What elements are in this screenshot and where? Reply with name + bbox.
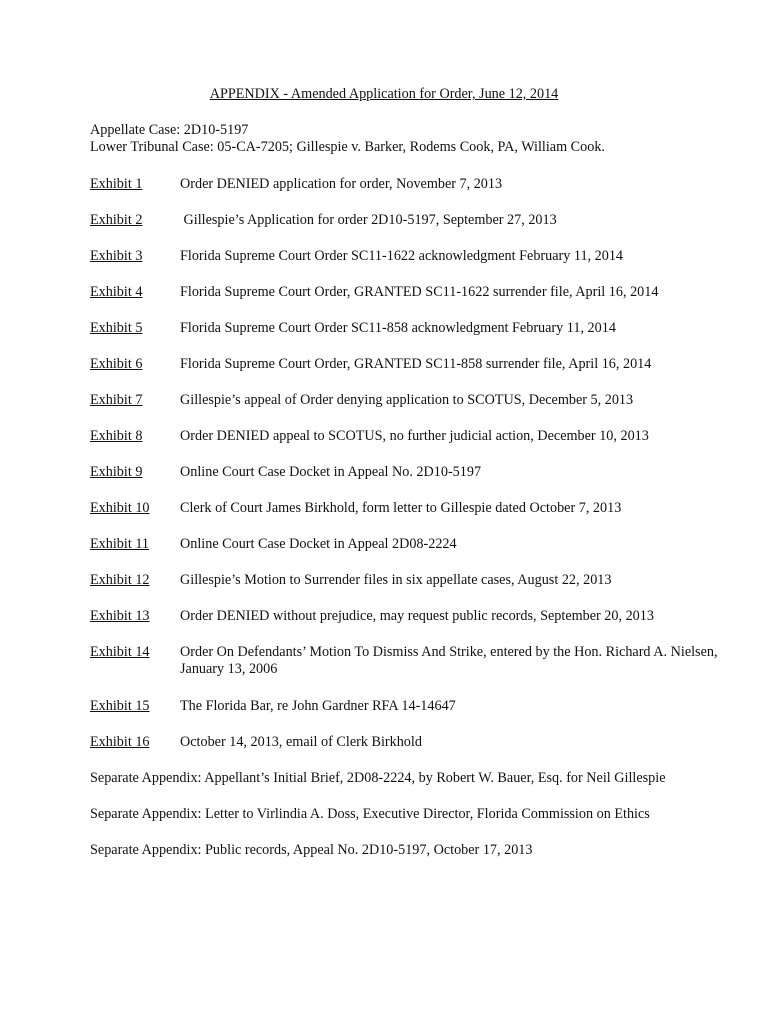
exhibit-label: Exhibit 5 — [90, 320, 143, 336]
exhibit-label: Exhibit 6 — [90, 356, 143, 372]
exhibit-description: Order DENIED appeal to SCOTUS, no further judicial action, December 10, 2013 — [180, 428, 649, 444]
exhibit-row — [90, 320, 730, 356]
exhibit-label: Exhibit 13 — [90, 608, 150, 624]
exhibit-label: Exhibit 12 — [90, 572, 150, 588]
exhibit-row — [90, 284, 730, 320]
exhibit-row — [90, 644, 730, 698]
separate-appendix: Separate Appendix: Letter to Virlindia A. Doss, Executive Director, Florida Commission on Ethics — [90, 806, 650, 822]
exhibit-description: Gillespie’s appeal of Order denying application to SCOTUS, December 5, 2013 — [180, 392, 634, 408]
exhibit-label: Exhibit 2 — [90, 212, 143, 228]
exhibit-row — [90, 428, 730, 464]
lower-tribunal-case: Lower Tribunal Case: 05-CA-7205; Gillespie v. Barker, Rodems Cook, PA, William Cook. — [90, 139, 605, 155]
exhibit-description: Online Court Case Docket in Appeal No. 2D10-5197 — [180, 464, 482, 480]
exhibit-label: Exhibit 9 — [90, 464, 143, 480]
case-info — [90, 122, 605, 156]
separate-appendix: Separate Appendix: Public records, Appeal No. 2D10-5197, October 17, 2013 — [90, 842, 533, 858]
exhibit-label: Exhibit 7 — [90, 392, 143, 408]
exhibit-description: Florida Supreme Court Order, GRANTED SC11-858 surrender file, April 16, 2014 — [180, 356, 652, 372]
exhibit-description: Florida Supreme Court Order SC11-858 acknowledgment February 11, 2014 — [180, 320, 616, 336]
exhibit-label: Exhibit 16 — [90, 734, 150, 750]
exhibit-row — [90, 572, 730, 608]
exhibit-description: Florida Supreme Court Order SC11-1622 acknowledgment February 11, 2014 — [180, 248, 624, 264]
exhibit-label: Exhibit 15 — [90, 698, 150, 714]
exhibit-row — [90, 464, 730, 500]
exhibit-row — [90, 698, 730, 734]
page-title: APPENDIX - Amended Application for Order, June 12, 2014 — [209, 86, 559, 102]
exhibit-description: The Florida Bar, re John Gardner RFA 14-14647 — [180, 698, 456, 714]
exhibit-description: Order DENIED without prejudice, may request public records, September 20, 2013 — [180, 608, 654, 624]
separate-appendix: Separate Appendix: Appellant’s Initial Brief, 2D08-2224, by Robert W. Bauer, Esq. for Neil Gillespie — [90, 770, 666, 786]
exhibit-description: Clerk of Court James Birkhold, form letter to Gillespie dated October 7, 2013 — [180, 500, 622, 516]
exhibit-label: Exhibit 4 — [90, 284, 143, 300]
exhibit-label: Exhibit 1 — [90, 176, 143, 192]
exhibit-description: Order DENIED application for order, November 7, 2013 — [180, 176, 503, 192]
exhibit-row — [90, 392, 730, 428]
exhibit-row — [90, 212, 730, 248]
exhibit-description: Gillespie’s Application for order 2D10-5197, September 27, 2013 — [180, 212, 557, 228]
exhibit-description: Gillespie’s Motion to Surrender files in six appellate cases, August 22, 2013 — [180, 572, 612, 588]
exhibit-label: Exhibit 3 — [90, 248, 143, 264]
exhibit-label: Exhibit 11 — [90, 536, 149, 552]
appellate-case: Appellate Case: 2D10-5197 — [90, 122, 249, 138]
exhibit-label: Exhibit 8 — [90, 428, 143, 444]
exhibit-row — [90, 500, 730, 536]
exhibit-row — [90, 176, 730, 212]
exhibit-list — [90, 176, 730, 878]
exhibit-label: Exhibit 14 — [90, 644, 150, 660]
exhibit-row — [90, 734, 730, 770]
exhibit-row — [90, 248, 730, 284]
exhibit-description: Order On Defendants’ Motion To Dismiss And Strike, entered by the Hon. Richard A. Nielsen, January 13, 2006 — [180, 644, 718, 677]
exhibit-description: Florida Supreme Court Order, GRANTED SC11-1622 surrender file, April 16, 2014 — [180, 284, 659, 300]
exhibit-row — [90, 356, 730, 392]
exhibit-row — [90, 536, 730, 572]
exhibit-label: Exhibit 10 — [90, 500, 150, 516]
exhibit-description: October 14, 2013, email of Clerk Birkhold — [180, 734, 422, 750]
exhibit-description: Online Court Case Docket in Appeal 2D08-2224 — [180, 536, 457, 552]
exhibit-row — [90, 608, 730, 644]
